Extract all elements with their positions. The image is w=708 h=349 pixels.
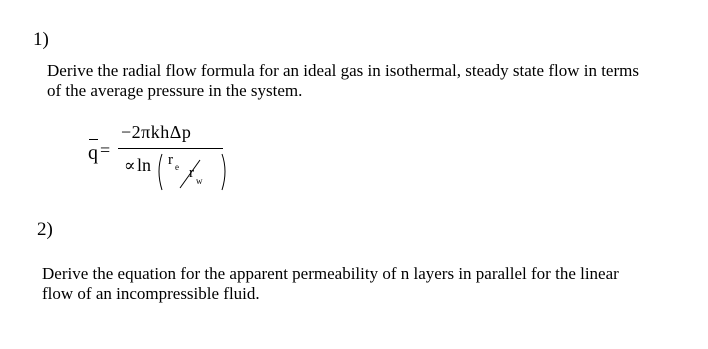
formula-r-e-subscript: e [175, 162, 179, 172]
formula-ln: ln [137, 155, 152, 175]
question-1-text-line-2: of the average pressure in the system. [47, 81, 303, 100]
question-2-number: 2) [37, 219, 53, 240]
question-1-number: 1) [33, 29, 49, 50]
formula-r-e: r [168, 152, 173, 168]
question-1-text-line-1: Derive the radial flow formula for an ideal gas in isothermal, steady state flow in terms [47, 61, 639, 80]
formula-flow-rate-symbol: q [88, 142, 98, 164]
formula-equals-sign: = [100, 140, 111, 160]
formula-proportional-symbol: ∝ [124, 156, 136, 175]
formula-average-bar [89, 139, 98, 140]
formula-r-w: r [189, 165, 194, 181]
question-2-text-line-2: flow of an incompressible fluid. [42, 284, 260, 303]
question-2-text-line-1: Derive the equation for the apparent permeability of n layers in parallel for the linear [42, 264, 619, 283]
formula-r-w-subscript: w [196, 176, 203, 186]
radial-flow-formula [88, 122, 238, 197]
formula-numerator: −2πkhΔp [121, 122, 192, 142]
